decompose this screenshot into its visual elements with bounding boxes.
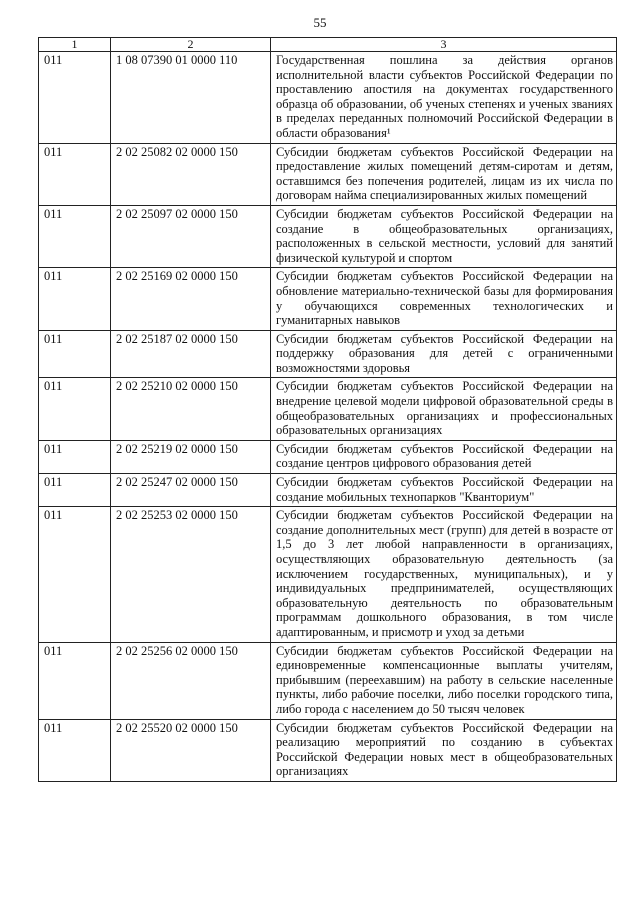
description-cell: Государственная пошлина за действия органов исполнительной власти субъектов Российской Федерации по проставлению апостиля на документах государственного образца об образовании, об ученых степенях и ученых званиях в пределах переданных полномочий Российской Федерации в области образования¹ xyxy=(271,52,617,144)
column-header-3: 3 xyxy=(271,38,617,52)
budget-code-cell: 2 02 25247 02 0000 150 xyxy=(111,474,271,507)
table-header-row xyxy=(39,38,617,52)
table-row xyxy=(39,440,617,473)
page-number: 55 xyxy=(313,15,327,30)
admin-code-cell: 011 xyxy=(39,507,111,642)
admin-code-cell: 011 xyxy=(39,440,111,473)
admin-code-cell: 011 xyxy=(39,52,111,144)
column-header-2: 2 xyxy=(111,38,271,52)
budget-code-cell: 2 02 25256 02 0000 150 xyxy=(111,642,271,719)
budget-code-cell: 2 02 25082 02 0000 150 xyxy=(111,143,271,205)
admin-code-cell: 011 xyxy=(39,330,111,378)
revenue-codes-table xyxy=(38,37,617,782)
description-cell: Субсидии бюджетам субъектов Российской Федерации на внедрение целевой модели цифровой образовательной среды в общеобразовательных организациях и профессиональных образовательных организациях xyxy=(271,378,617,440)
table-row xyxy=(39,143,617,205)
table-row xyxy=(39,378,617,440)
table-row xyxy=(39,205,617,267)
description-cell: Субсидии бюджетам субъектов Российской Федерации на поддержку образования для детей с ограниченными возможностями здоровья xyxy=(271,330,617,378)
description-cell: Субсидии бюджетам субъектов Российской Федерации на создание центров цифрового образования детей xyxy=(271,440,617,473)
table-row xyxy=(39,719,617,781)
table-row xyxy=(39,330,617,378)
admin-code-cell: 011 xyxy=(39,642,111,719)
budget-code-cell: 2 02 25169 02 0000 150 xyxy=(111,268,271,330)
admin-code-cell: 011 xyxy=(39,378,111,440)
description-cell: Субсидии бюджетам субъектов Российской Федерации на создание мобильных технопарков "Кванториум" xyxy=(271,474,617,507)
budget-code-cell: 2 02 25210 02 0000 150 xyxy=(111,378,271,440)
column-header-1: 1 xyxy=(39,38,111,52)
table-row xyxy=(39,268,617,330)
budget-code-cell: 2 02 25097 02 0000 150 xyxy=(111,205,271,267)
table-row xyxy=(39,52,617,144)
description-cell: Субсидии бюджетам субъектов Российской Федерации на предоставление жилых помещений детям-сиротам и детям, оставшимся без попечения родителей, лицам из их числа по договорам найма специализированных жилых помещений xyxy=(271,143,617,205)
budget-code-cell: 2 02 25253 02 0000 150 xyxy=(111,507,271,642)
budget-code-cell: 2 02 25219 02 0000 150 xyxy=(111,440,271,473)
admin-code-cell: 011 xyxy=(39,205,111,267)
admin-code-cell: 011 xyxy=(39,143,111,205)
description-cell: Субсидии бюджетам субъектов Российской Федерации на создание в общеобразовательных организациях, расположенных в сельской местности, условий для занятий физической культурой и спортом xyxy=(271,205,617,267)
budget-code-cell: 2 02 25187 02 0000 150 xyxy=(111,330,271,378)
table-row xyxy=(39,474,617,507)
budget-code-cell: 2 02 25520 02 0000 150 xyxy=(111,719,271,781)
admin-code-cell: 011 xyxy=(39,719,111,781)
budget-code-cell: 1 08 07390 01 0000 110 xyxy=(111,52,271,144)
description-cell: Субсидии бюджетам субъектов Российской Федерации на реализацию мероприятий по созданию в субъектах Российской Федерации новых мест в общеобразовательных организациях xyxy=(271,719,617,781)
description-cell: Субсидии бюджетам субъектов Российской Федерации на создание дополнительных мест (групп) для детей в возрасте от 1,5 до 3 лет любой направленности в организациях, осуществляющих образовательную деятельность (за исключением государственных, муниципальных), и у индивидуальных предпринимателей, осуществляющих образовательную деятельность по образовательным программам дошкольного образования, в том числе адаптированным, и присмотр и уход за детьми xyxy=(271,507,617,642)
table-row xyxy=(39,507,617,642)
admin-code-cell: 011 xyxy=(39,474,111,507)
table-row xyxy=(39,642,617,719)
description-cell: Субсидии бюджетам субъектов Российской Федерации на обновление материально-технической базы для формирования у обучающихся современных технологических и гуманитарных навыков xyxy=(271,268,617,330)
description-cell: Субсидии бюджетам субъектов Российской Федерации на единовременные компенсационные выплаты учителям, прибывшим (переехавшим) на работу в сельские населенные пункты, либо рабочие поселки, либо поселки городского типа, либо города с населением до 50 тысяч человек xyxy=(271,642,617,719)
admin-code-cell: 011 xyxy=(39,268,111,330)
